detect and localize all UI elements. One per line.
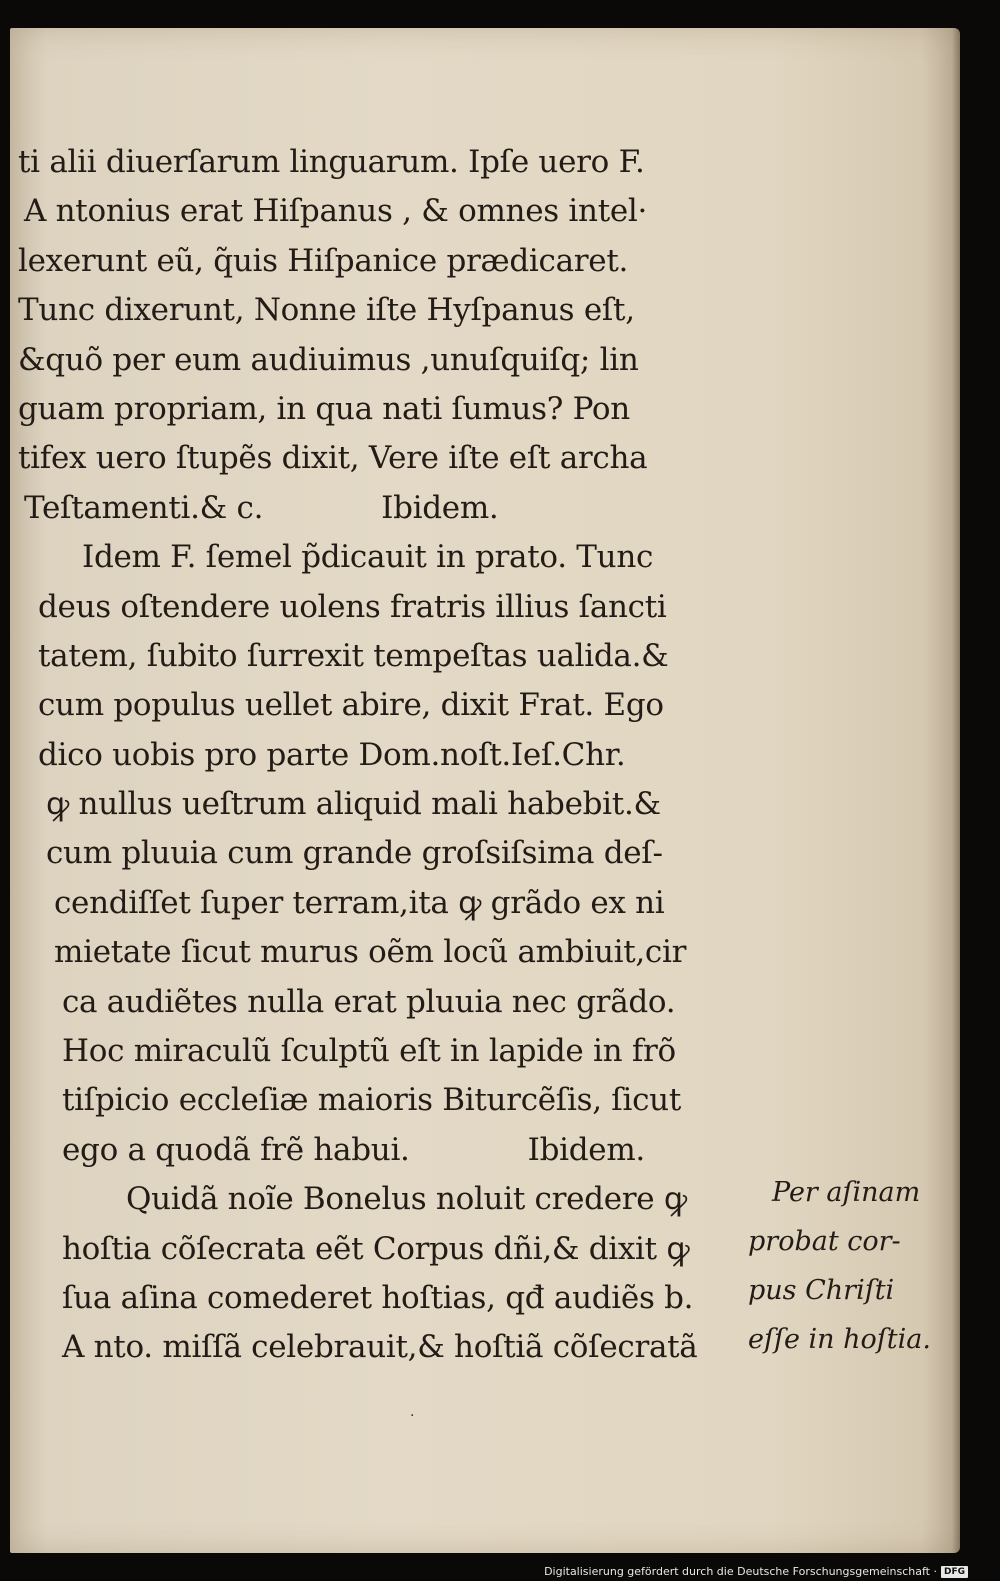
reference-ibidem: Ibidem. — [527, 1131, 645, 1168]
text-line: tifex uero ſtupẽs dixit, Vere iſte eſt archa — [18, 440, 648, 477]
text-line: mietate ſicut murus oẽm locũ ambiuit,cir — [54, 934, 687, 971]
dfg-logo-icon: DFG — [941, 1566, 968, 1578]
marginal-note — [748, 1168, 938, 1364]
text-line: tiſpicio eccleſiæ maioris Biturcẽſis, ſicut — [62, 1082, 681, 1119]
text-line: tatem, ſubito ſurrexit tempeſtas ualida.& — [38, 637, 669, 674]
marginal-note-line: pus Chriſti — [748, 1275, 895, 1306]
main-text-block — [18, 138, 718, 1373]
text-line: guam propriam, in qua nati ſumus? Pon — [18, 390, 630, 427]
signature-mark: · — [410, 1408, 415, 1424]
text-line: Tunc dixerunt, Nonne iſte Hyſpanus eſt, — [18, 292, 635, 329]
text-line: cum pluuia cum grande groſsiſsima deſ- — [46, 835, 663, 872]
text-line-with-reference — [18, 1126, 718, 1175]
text-line: cum populus uellet abire, dixit Frat. Ego — [38, 687, 664, 724]
paragraph-first-line: Quidã noĩe Bonelus noluit credere ꝙ — [126, 1181, 687, 1218]
text-line: ꝙ nullus ueſtrum aliquid mali habebit.& — [46, 786, 661, 823]
digitization-credit — [544, 1565, 968, 1578]
text-line: cendiſſet ſuper terram,ita ꝙ grãdo ex ni — [54, 884, 665, 921]
text-line-with-reference — [18, 484, 718, 533]
paragraph-first-line: Idem F. ſemel p̃dicauit in prato. Tunc — [82, 539, 654, 576]
text-line: Teſtamenti.& c. — [24, 489, 264, 526]
text-line: hoſtia cõſecrata eẽt Corpus dñi,& dixit ꝙ — [62, 1230, 690, 1267]
reference-ibidem: Ibidem. — [381, 489, 499, 526]
text-line: A ntonius erat Hiſpanus , & omnes intel· — [24, 193, 648, 230]
text-line: ſua aſina comederet hoſtias, qđ audiẽs b. — [62, 1279, 694, 1316]
text-line: lexerunt eũ, q̃uis Hiſpanice prædicaret. — [18, 242, 629, 279]
text-line: A nto. miſſã celebrauit,& hoſtiã cõſecratã — [62, 1329, 698, 1366]
text-line: deus oſtendere uolens fratris illius ſancti — [38, 588, 667, 625]
text-line: ego a quodã frẽ habui. — [62, 1131, 410, 1168]
text-line: &quõ per eum audiuimus ,unuſquiſq; lin — [18, 341, 639, 378]
text-line: dico uobis pro parte Dom.noſt.Ieſ.Chr. — [38, 736, 626, 773]
text-line: Hoc miraculũ ſculptũ eſt in lapide in frõ — [62, 1033, 676, 1070]
marginal-note-line: probat cor- — [748, 1226, 901, 1257]
marginal-note-line: eſſe in hoſtia. — [748, 1324, 931, 1355]
page-edge-shadow — [952, 28, 960, 1553]
text-line: ca audiẽtes nulla erat pluuia nec grãdo. — [62, 983, 676, 1020]
credit-text: Digitalisierung gefördert durch die Deutsche Forschungsgemeinschaft · — [544, 1565, 937, 1578]
marginal-note-line: Per aſinam — [772, 1177, 921, 1208]
text-line: ti alii diuerſarum linguarum. Ipſe uero F. — [18, 144, 645, 180]
